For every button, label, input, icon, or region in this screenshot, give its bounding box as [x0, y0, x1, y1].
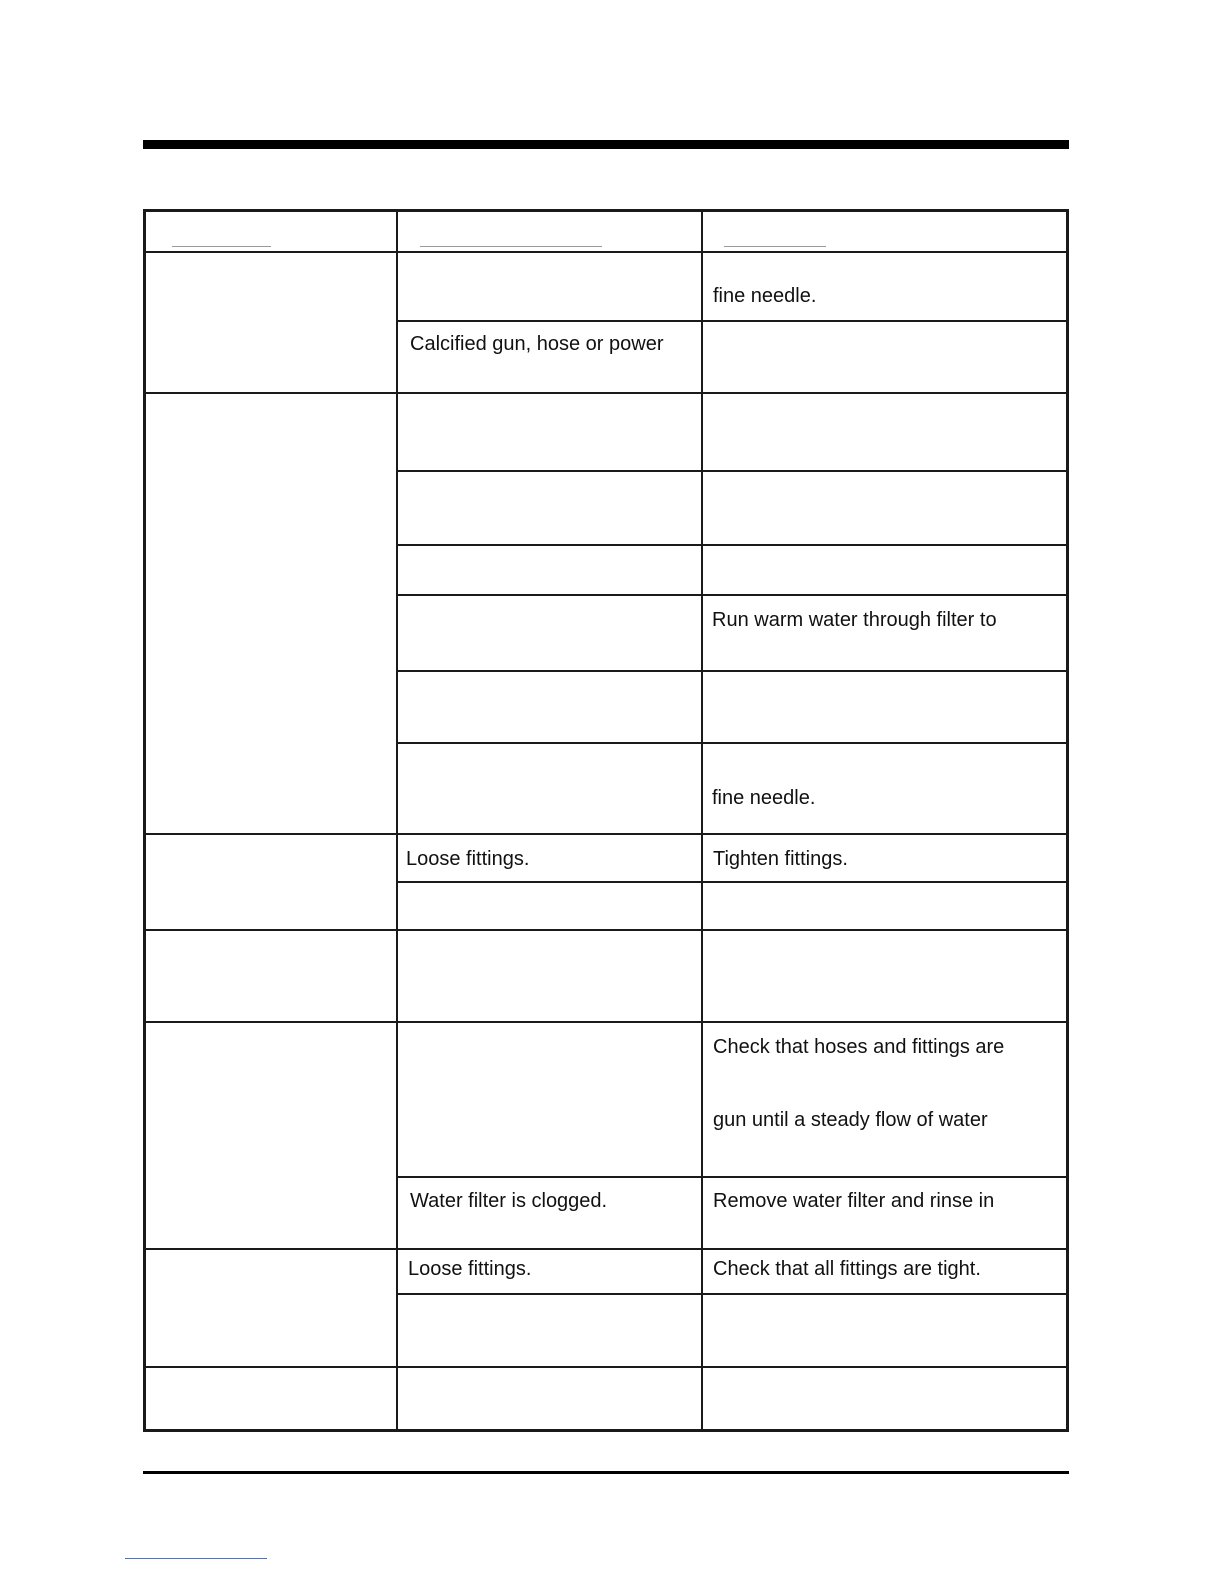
cause-cell: Calcified gun, hose or power: [410, 333, 664, 355]
row-divider: [143, 833, 1069, 835]
page-bottom-rule: [143, 1471, 1069, 1474]
solution-cell: gun until a steady flow of water: [713, 1109, 988, 1131]
cause-cell: Water filter is clogged.: [410, 1190, 608, 1212]
page-top-rule: [143, 140, 1069, 149]
sub-row-divider: [396, 320, 1069, 322]
header-cause-underline: [420, 246, 602, 247]
sub-row-divider: [396, 470, 1069, 472]
solution-cell: fine needle.: [713, 285, 817, 307]
sub-row-divider: [396, 1176, 1069, 1178]
cause-cell: Loose fittings.: [408, 1258, 532, 1280]
footer-link-underline[interactable]: [125, 1558, 267, 1559]
sub-row-divider: [396, 1293, 1069, 1295]
solution-cell: Remove water filter and rinse in: [713, 1190, 995, 1212]
cause-cell: Loose fittings.: [406, 848, 530, 870]
row-divider: [143, 1366, 1069, 1368]
solution-cell: Tighten fittings.: [713, 848, 848, 870]
header-solution-underline: [724, 246, 826, 247]
solution-cell: Check that hoses and fittings are: [713, 1036, 1005, 1058]
solution-cell: Run warm water through filter to: [712, 609, 997, 631]
sub-row-divider: [396, 544, 1069, 546]
row-divider: [143, 1021, 1069, 1023]
solution-cell: fine needle.: [712, 787, 816, 809]
sub-row-divider: [396, 881, 1069, 883]
sub-row-divider: [396, 594, 1069, 596]
row-divider: [143, 392, 1069, 394]
sub-row-divider: [396, 670, 1069, 672]
solution-cell: Check that all fittings are tight.: [713, 1258, 981, 1280]
row-divider: [143, 251, 1069, 253]
header-problem-underline: [172, 246, 271, 247]
row-divider: [143, 1248, 1069, 1250]
sub-row-divider: [396, 742, 1069, 744]
row-divider: [143, 929, 1069, 931]
